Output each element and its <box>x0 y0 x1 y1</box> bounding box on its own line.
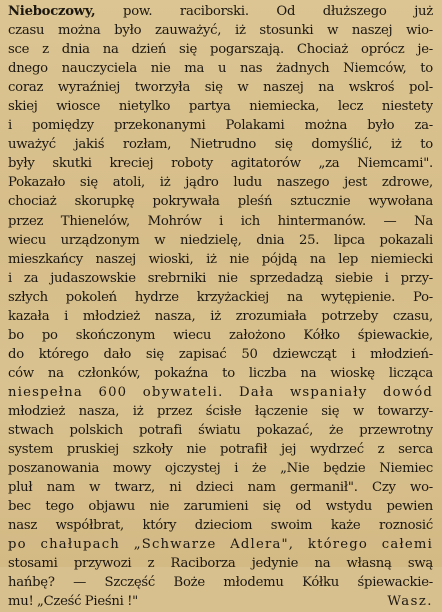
article-line-first <box>8 2 433 21</box>
article-line: sce z dnia na dzień się pogarszają. Chociaż oprócz je- <box>8 42 433 58</box>
article-line: niespełna 600 obywateli. Dała wspaniały dowód <box>8 384 433 400</box>
article-line: czasu można było zauważyć, iż stosunki w naszej wio- <box>8 23 433 39</box>
article-line: i za judaszowskie srebrniki nie sprzedadzą siebie i przy- <box>8 270 433 286</box>
article-line: młodzież nasza, iż przez ścisłe łączenie się w towarzy- <box>8 403 433 419</box>
article-line: ców na członków, pokaźna to liczba na wioskę licząca <box>8 365 433 381</box>
article-line: i pomiędzy przekonanymi Polakami można było za- <box>8 118 433 134</box>
article-line: skiej wiosce nietylko partya niemiecka, lecz niestety <box>8 99 433 115</box>
article-closing-text: mu! „Cześć Pieśni !" <box>8 594 138 610</box>
article-body <box>8 2 433 612</box>
article-line: poszanowania mowy ojczystej i że „Nie będzie Niemiec <box>8 461 433 477</box>
article-line: pluł nam w twarz, ni dzieci nam germanił". Czy wo- <box>8 480 433 496</box>
article-line: mieszkańcy naszej wioski, iż nie pójdą na lep niemiecki <box>8 251 433 267</box>
article-line: chociaż skorupkę pokrywała pleśń sztucznie wywołana <box>8 194 433 210</box>
article-line: pow. raciborski. Od dłuższego już <box>95 4 433 19</box>
article-line: do którego dało się zapisać 50 dziewcząt i młodzień- <box>8 346 433 362</box>
article-line: dnego nauczyciela nie ma u nas żadnych Niemców, to <box>8 61 433 77</box>
article-line: nasz współbrat, który dzieciom swoim każe roznosić <box>8 518 433 534</box>
article-line: stwach polskich potrafi światu pokazać, że przewrotny <box>8 423 433 439</box>
article-line: uważyć jakiś rozłam, Nietrudno się domyślić, iż to <box>8 137 433 153</box>
article-signature: Wasz. <box>387 594 433 610</box>
article-line: Pokazało się atoli, iż jądro ludu naszego jest zdrowe, <box>8 175 433 191</box>
article-line: bo po skończonym wiecu założono Kółko śpiewackie, <box>8 327 433 343</box>
article-line: były skutki kreciej roboty agitatorów „za Niemcami". <box>8 156 433 172</box>
article-line: hańbę? — Szczęść Boże młodemu Kółku śpiewackie- <box>8 575 433 591</box>
article-line: coraz wyraźniej tworzyła się w naszej na wskroś pol- <box>8 80 433 96</box>
article-line: kazała i młodzież nasza, iż zrozumiała potrzeby czasu, <box>8 308 433 324</box>
article-line: szłych pokoleń hydrze krzyżackiej na wytępienie. Po- <box>8 289 433 305</box>
article-headline: Nieboczowy, <box>8 4 96 19</box>
article-line: wiecu urządzonym w niedzielę, dnia 25. lipca pokazali <box>8 232 433 248</box>
article-line: system pruskiej szkoły nie potrafił jej wydrzeć z serca <box>8 442 433 458</box>
article-line: bec tego objawu nie zarumieni się od wstydu pewien <box>8 499 433 515</box>
article-line: po chałupach „Schwarze Adlera", którego całemi <box>8 537 433 553</box>
article-closing-line <box>8 592 433 611</box>
article-line: przez Thienelów, Mohrów i ich hintermanów. — Na <box>8 213 433 229</box>
article-line: stosami przywozi z Raciborza jedynie na własną swą <box>8 556 433 572</box>
